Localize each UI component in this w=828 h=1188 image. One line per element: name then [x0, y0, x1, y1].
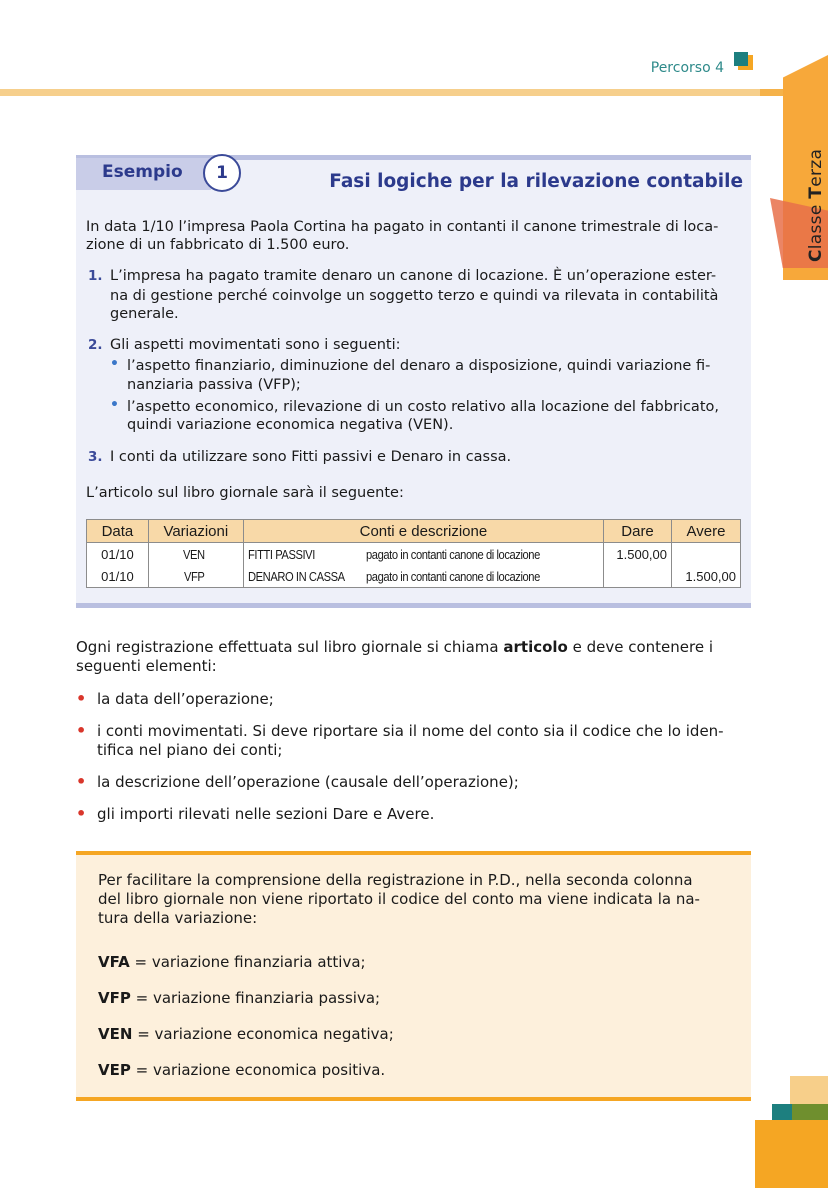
example-label: Esempio	[102, 162, 183, 182]
example-intro-line: In data 1/10 l’impresa Paola Cortina ha pagato in contanti il canone trimestrale di loca-	[86, 219, 719, 235]
corner-decoration	[790, 1076, 828, 1106]
cell-variation: VFP	[148, 565, 243, 588]
article-line: L’articolo sul libro giornale sarà il seguente:	[86, 485, 404, 501]
cell-account: FITTI PASSIVI pagato in contanti canone di locazione	[243, 543, 603, 566]
step-text: generale.	[110, 306, 179, 322]
example-number-badge: 1	[203, 154, 241, 192]
step-number: 3.	[88, 449, 103, 465]
note-text: tura della variazione:	[98, 909, 258, 927]
list-item: gli importi rilevati nelle sezioni Dare e Avere.	[97, 805, 435, 823]
table-header-row	[87, 520, 741, 543]
col-header: Conti e descrizione	[243, 520, 603, 543]
example-intro-line: zione di un fabbricato di 1.500 euro.	[86, 237, 350, 253]
list-item: la data dell’operazione;	[97, 690, 274, 708]
definition: VFA = variazione finanziaria attiva;	[98, 953, 366, 971]
definition: VFP = variazione finanziaria passiva;	[98, 989, 381, 1007]
sub-bullet-text: l’aspetto finanziario, diminuzione del denaro a disposizione, quindi variazione fi-	[127, 358, 711, 374]
step-text: L’impresa ha pagato tramite denaro un canone di locazione. È un’operazione ester-	[110, 268, 717, 284]
bullet-icon: •	[76, 804, 87, 823]
col-header: Data	[87, 520, 149, 543]
bullet-icon: •	[76, 721, 87, 740]
body-paragraph: Ogni registrazione effettuata sul libro giornale si chiama articolo e deve contenere i	[76, 638, 714, 656]
bullet-icon: •	[76, 689, 87, 708]
table-row	[87, 565, 741, 588]
header-square-teal	[734, 52, 748, 66]
cell-avere: 1.500,00	[672, 565, 741, 588]
col-header: Dare	[604, 520, 672, 543]
cell-dare: 1.500,00	[604, 543, 672, 566]
list-item: i conti movimentati. Si deve riportare sia il nome del conto sia il codice che lo iden-	[97, 722, 724, 740]
cell-account: DENARO IN CASSA pagato in contanti canone di locazione	[243, 565, 603, 588]
step-text: I conti da utilizzare sono Fitti passivi e Denaro in cassa.	[110, 449, 512, 465]
cell-date: 01/10	[87, 565, 149, 588]
note-text: del libro giornale non viene riportato il codice del conto ma viene indicata la na-	[98, 890, 700, 908]
cell-dare	[604, 565, 672, 588]
bullet-icon: •	[110, 397, 119, 413]
section-label: Percorso 4	[650, 60, 724, 76]
definition: VEN = variazione economica negativa;	[98, 1025, 394, 1043]
step-number: 1.	[88, 268, 103, 284]
table-row	[87, 543, 741, 566]
sub-bullet-text: quindi variazione economica negativa (VEN).	[127, 417, 454, 433]
col-header: Avere	[672, 520, 741, 543]
cell-date: 01/10	[87, 543, 149, 566]
bullet-icon: •	[110, 356, 119, 372]
sub-bullet-text: nanziaria passiva (VFP);	[127, 377, 301, 393]
note-top-bar	[76, 851, 751, 855]
bullet-icon: •	[76, 772, 87, 791]
example-title: Fasi logiche per la rilevazione contabile	[329, 171, 743, 192]
corner-decoration	[755, 1120, 828, 1188]
note-bottom-bar	[76, 1097, 751, 1101]
step-number: 2.	[88, 337, 103, 353]
cell-variation: VEN	[148, 543, 243, 566]
note-text: Per facilitare la comprensione della registrazione in P.D., nella seconda colonna	[98, 871, 693, 889]
body-paragraph-line: seguenti elementi:	[76, 657, 217, 675]
step-text: Gli aspetti movimentati sono i seguenti:	[110, 337, 401, 353]
list-item: tifica nel piano dei conti;	[97, 741, 283, 759]
journal-table	[86, 519, 741, 588]
sub-bullet-text: l’aspetto economico, rilevazione di un costo relativo alla locazione del fabbricato,	[127, 399, 719, 415]
col-header: Variazioni	[148, 520, 243, 543]
step-text: na di gestione perché coinvolge un soggetto terzo e quindi va rilevata in contabilità	[110, 288, 719, 304]
header-rule	[0, 89, 760, 96]
list-item: la descrizione dell’operazione (causale dell’operazione);	[97, 773, 519, 791]
side-tab-label: Classe Terza	[806, 148, 826, 262]
definition: VEP = variazione economica positiva.	[98, 1061, 386, 1079]
cell-avere	[672, 543, 741, 566]
example-bottom-bar	[76, 603, 751, 608]
